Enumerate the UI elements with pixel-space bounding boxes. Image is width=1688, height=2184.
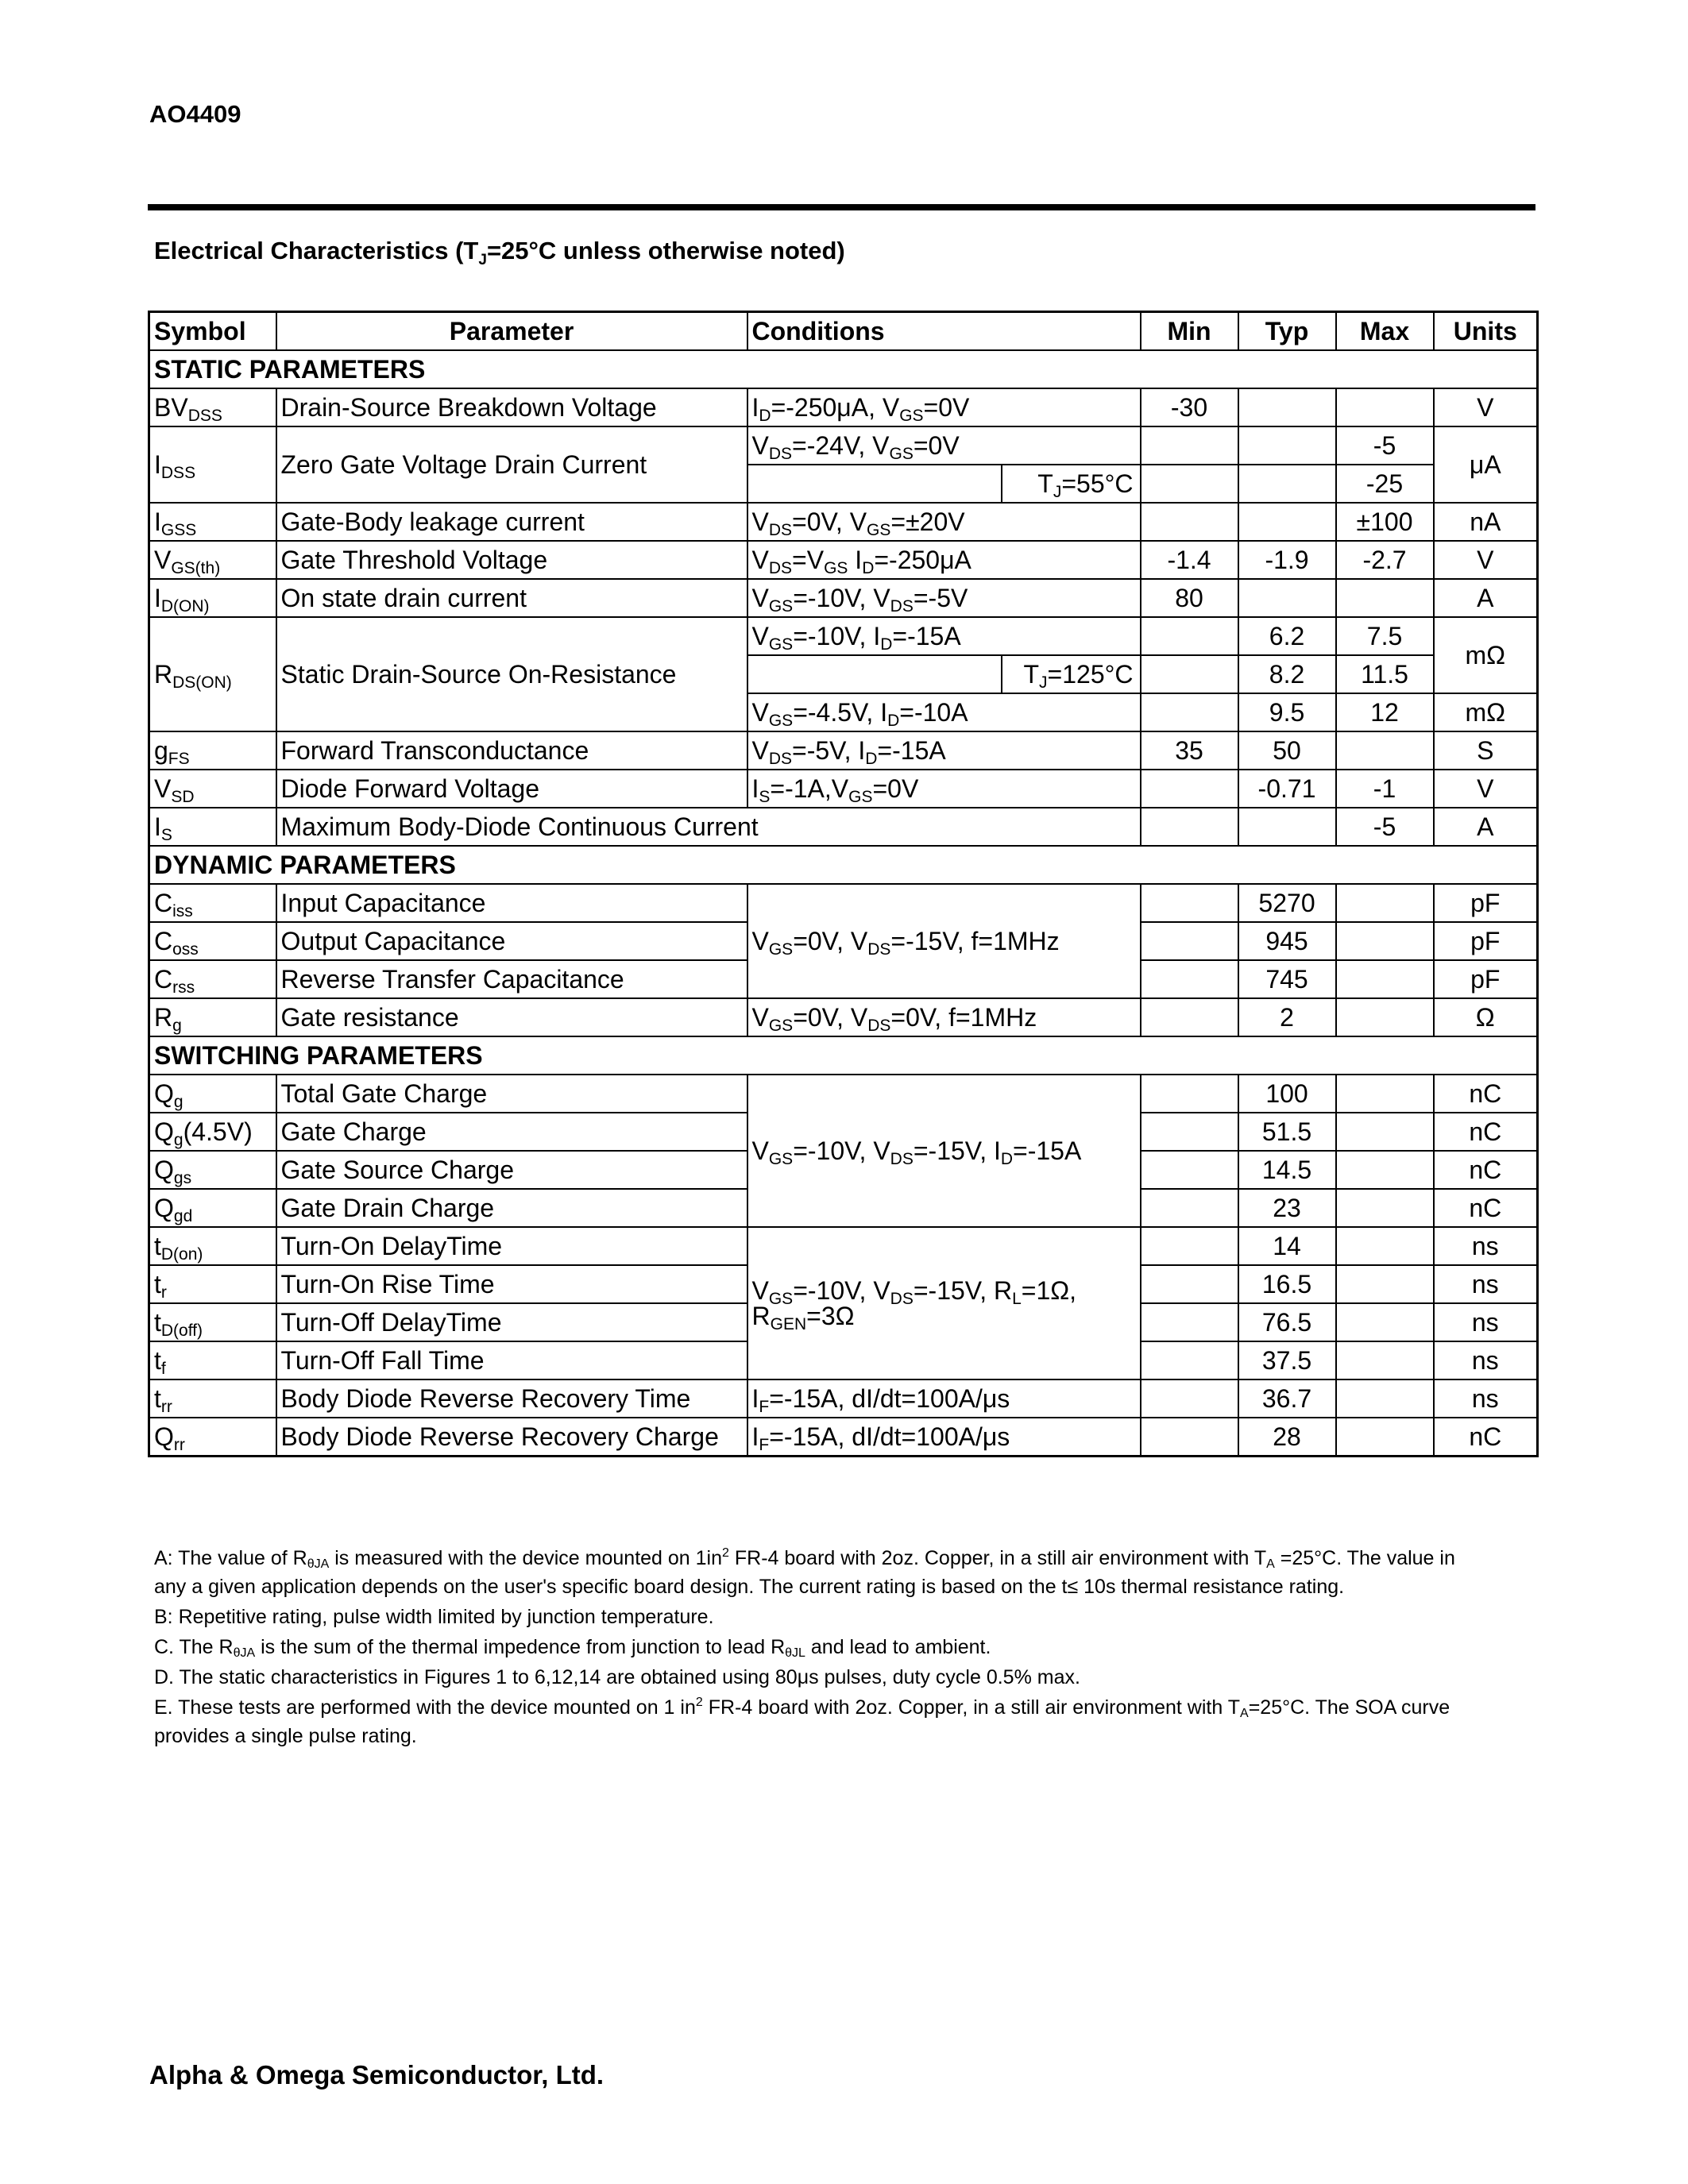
- symbol-gfs: $g_{FS}$: [149, 731, 276, 770]
- min-cell: [1141, 922, 1238, 960]
- typ-cell: 945: [1238, 922, 1336, 960]
- max-cell: 7.5: [1336, 617, 1434, 655]
- part-number: AO4409: [149, 100, 241, 128]
- max-cell: [1336, 1379, 1434, 1418]
- parameter-cell: Zero Gate Voltage Drain Current: [276, 426, 747, 503]
- table-title: Electrical Characteristics ($T_J=25^\circ C$ unless otherwise noted): [154, 237, 845, 269]
- header-units: Units: [1434, 312, 1538, 351]
- section-switching: SWITCHING PARAMETERS: [149, 1036, 1538, 1075]
- min-cell: [1141, 884, 1238, 922]
- max-cell: [1336, 388, 1434, 426]
- max-cell: [1336, 1075, 1434, 1113]
- typ-cell: 23: [1238, 1189, 1336, 1227]
- note-d: D. The static characteristics in Figures 1 to 6,12,14 are obtained using 80μs pulses, duty cycle 0.5% max.: [154, 1666, 1080, 1688]
- min-cell: [1141, 655, 1238, 693]
- units-cell: mΩ: [1434, 693, 1538, 731]
- typ-cell: [1238, 388, 1336, 426]
- units-cell: nA: [1434, 503, 1538, 541]
- units-cell: V: [1434, 770, 1538, 808]
- parameter-cell: Forward Transconductance: [276, 731, 747, 770]
- min-cell: [1141, 998, 1238, 1036]
- min-cell: [1141, 1303, 1238, 1341]
- max-cell: [1336, 1303, 1434, 1341]
- units-cell: Ω: [1434, 998, 1538, 1036]
- min-cell: [1141, 1189, 1238, 1227]
- typ-cell: 36.7: [1238, 1379, 1336, 1418]
- max-cell: [1336, 1189, 1434, 1227]
- symbol-rg: $R_g$: [149, 998, 276, 1036]
- symbol-vsd: $V_{SD}$: [149, 770, 276, 808]
- max-cell: -25: [1336, 465, 1434, 503]
- symbol-rdson: $R_{DS(ON)}$: [149, 617, 276, 731]
- conditions-cell: $I_S=-1A,V_{GS}=0V$: [747, 770, 1141, 808]
- min-cell: [1141, 1151, 1238, 1189]
- header-rule: [148, 204, 1535, 210]
- min-cell: [1141, 1418, 1238, 1457]
- typ-cell: [1238, 465, 1336, 503]
- max-cell: 12: [1336, 693, 1434, 731]
- note-b: B: Repetitive rating, pulse width limited by junction temperature.: [154, 1606, 714, 1628]
- symbol-igss: $I_{GSS}$: [149, 503, 276, 541]
- symbol-idss: $I_{DSS}$: [149, 426, 276, 503]
- min-cell: [1141, 808, 1238, 846]
- parameter-cell: Turn-On Rise Time: [276, 1265, 747, 1303]
- typ-cell: 14.5: [1238, 1151, 1336, 1189]
- typ-cell: 745: [1238, 960, 1336, 998]
- min-cell: [1141, 465, 1238, 503]
- min-cell: [1141, 1113, 1238, 1151]
- min-cell: [1141, 617, 1238, 655]
- conditions-cell: $V_{GS}=-10V$, $I_D=-15A$: [747, 617, 1141, 655]
- symbol-crss: $C_{rss}$: [149, 960, 276, 998]
- units-cell: μA: [1434, 426, 1538, 503]
- parameter-cell: Turn-On DelayTime: [276, 1227, 747, 1265]
- note-e: E. These tests are performed with the device mounted on 1 $in^2$ FR-4 board with 2oz. Copper, in a still air environment with $T_A=25^\circ C$. The SOA curve provides a single pulse rating.: [154, 1696, 1450, 1747]
- symbol-qgd: $Q_{gd}$: [149, 1189, 276, 1227]
- conditions-cell: $V_{GS}=-10V$, $V_{DS}=-15V$, $R_L=1\Omega$, $R_{GEN}=3\Omega$: [747, 1227, 1141, 1379]
- typ-cell: 2: [1238, 998, 1336, 1036]
- typ-cell: [1238, 426, 1336, 465]
- symbol-tdon: $t_{D(on)}$: [149, 1227, 276, 1265]
- max-cell: [1336, 1151, 1434, 1189]
- conditions-cell: $I_D=-250\mu A$, $V_{GS}=0V$: [747, 388, 1141, 426]
- typ-cell: 14: [1238, 1227, 1336, 1265]
- conditions-cell: $V_{DS}=V_{GS}$ $I_D=-250\mu A$: [747, 541, 1141, 579]
- header-typ: Typ: [1238, 312, 1336, 351]
- max-cell: [1336, 998, 1434, 1036]
- typ-cell: 9.5: [1238, 693, 1336, 731]
- parameter-cell: Input Capacitance: [276, 884, 747, 922]
- max-cell: [1336, 731, 1434, 770]
- header-conditions: Conditions: [747, 312, 1141, 351]
- min-cell: [1141, 1227, 1238, 1265]
- symbol-qgs: $Q_{gs}$: [149, 1151, 276, 1189]
- max-cell: [1336, 884, 1434, 922]
- min-cell: [1141, 426, 1238, 465]
- note-a: A: The value of $R_{\theta JA}$ is measured with the device mounted on $1in^2$ FR-4 board with 2oz. Copper, in a still air environment with $T_A =25^\circ C$. The value in any a given application depends on the user's specific board design. The current rating is based on the t≤ 10s thermal resistance rating.: [154, 1546, 1455, 1598]
- max-cell: 11.5: [1336, 655, 1434, 693]
- symbol-bvdss: $BV_{DSS}$: [149, 388, 276, 426]
- header-parameter: Parameter: [276, 312, 747, 351]
- symbol-trr: $t_{rr}$: [149, 1379, 276, 1418]
- min-cell: [1141, 503, 1238, 541]
- max-cell: -5: [1336, 808, 1434, 846]
- units-cell: nC: [1434, 1189, 1538, 1227]
- typ-cell: [1238, 579, 1336, 617]
- parameter-cell: Gate Drain Charge: [276, 1189, 747, 1227]
- max-cell: -1: [1336, 770, 1434, 808]
- typ-cell: 6.2: [1238, 617, 1336, 655]
- symbol-tr: $t_r$: [149, 1265, 276, 1303]
- typ-cell: [1238, 503, 1336, 541]
- min-cell: [1141, 1341, 1238, 1379]
- parameter-cell: Drain-Source Breakdown Voltage: [276, 388, 747, 426]
- symbol-qrr: $Q_{rr}$: [149, 1418, 276, 1457]
- units-cell: S: [1434, 731, 1538, 770]
- header-symbol: Symbol: [149, 312, 276, 351]
- min-cell: -30: [1141, 388, 1238, 426]
- max-cell: [1336, 1227, 1434, 1265]
- typ-cell: 50: [1238, 731, 1336, 770]
- units-cell: A: [1434, 579, 1538, 617]
- max-cell: [1336, 1113, 1434, 1151]
- units-cell: nC: [1434, 1113, 1538, 1151]
- conditions-cell: $V_{GS}=-4.5V$, $I_D=-10A$: [747, 693, 1141, 731]
- units-cell: ns: [1434, 1379, 1538, 1418]
- conditions-cell: $V_{GS}=0V$, $V_{DS}=-15V$, f=1MHz: [747, 884, 1141, 998]
- symbol-qg45: $Q_g(4.5V)$: [149, 1113, 276, 1151]
- units-cell: ns: [1434, 1265, 1538, 1303]
- conditions-cell: $V_{GS}=-10V$, $V_{DS}=-5V$: [747, 579, 1141, 617]
- typ-cell: 51.5: [1238, 1113, 1336, 1151]
- typ-cell: -1.9: [1238, 541, 1336, 579]
- max-cell: -2.7: [1336, 541, 1434, 579]
- typ-cell: 37.5: [1238, 1341, 1336, 1379]
- typ-cell: 5270: [1238, 884, 1336, 922]
- max-cell: [1336, 960, 1434, 998]
- symbol-qg: $Q_g$: [149, 1075, 276, 1113]
- typ-cell: 16.5: [1238, 1265, 1336, 1303]
- parameter-cell: Body Diode Reverse Recovery Charge: [276, 1418, 747, 1457]
- min-cell: [1141, 960, 1238, 998]
- min-cell: [1141, 1075, 1238, 1113]
- symbol-idon: $I_{D(ON)}$: [149, 579, 276, 617]
- symbol-vgsth: $V_{GS(th)}$: [149, 541, 276, 579]
- note-c: C. The $R_{\theta JA}$ is the sum of the thermal impedence from junction to lead $R_{\theta JL}$ and lead to ambient.: [154, 1636, 991, 1660]
- typ-cell: -0.71: [1238, 770, 1336, 808]
- tj-condition: $T_J=55^\circ C$: [1002, 465, 1141, 503]
- conditions-cell: $V_{DS}=-5V$, $I_D=-15A$: [747, 731, 1141, 770]
- parameter-cell: Output Capacitance: [276, 922, 747, 960]
- parameter-cell: On state drain current: [276, 579, 747, 617]
- tj-condition: $T_J=125^\circ C$: [1002, 655, 1141, 693]
- units-cell: pF: [1434, 922, 1538, 960]
- min-cell: [1141, 1379, 1238, 1418]
- conditions-cell: $V_{DS}=-24V$, $V_{GS}=0V$: [747, 426, 1141, 465]
- max-cell: ±100: [1336, 503, 1434, 541]
- parameter-cell: Diode Forward Voltage: [276, 770, 747, 808]
- conditions-blank: [747, 655, 1002, 693]
- units-cell: nC: [1434, 1151, 1538, 1189]
- min-cell: 80: [1141, 579, 1238, 617]
- parameter-cell: Total Gate Charge: [276, 1075, 747, 1113]
- min-cell: [1141, 693, 1238, 731]
- units-cell: V: [1434, 541, 1538, 579]
- typ-cell: 8.2: [1238, 655, 1336, 693]
- max-cell: [1336, 1265, 1434, 1303]
- conditions-cell: $V_{DS}=0V$, $V_{GS}=\pm 20V$: [747, 503, 1141, 541]
- min-cell: -1.4: [1141, 541, 1238, 579]
- conditions-blank: [747, 465, 1002, 503]
- max-cell: [1336, 922, 1434, 960]
- parameter-cell: Body Diode Reverse Recovery Time: [276, 1379, 747, 1418]
- company-name: Alpha & Omega Semiconductor, Ltd.: [149, 2060, 605, 2089]
- symbol-is: $I_S$: [149, 808, 276, 846]
- parameter-cell: Turn-Off DelayTime: [276, 1303, 747, 1341]
- typ-cell: 76.5: [1238, 1303, 1336, 1341]
- units-cell: nC: [1434, 1418, 1538, 1457]
- conditions-cell: $I_F=-15A$, dI/dt=100A/μs: [747, 1379, 1141, 1418]
- symbol-ciss: $C_{iss}$: [149, 884, 276, 922]
- units-cell: ns: [1434, 1341, 1538, 1379]
- typ-cell: 100: [1238, 1075, 1336, 1113]
- typ-cell: [1238, 808, 1336, 846]
- min-cell: [1141, 770, 1238, 808]
- typ-cell: 28: [1238, 1418, 1336, 1457]
- max-cell: [1336, 1418, 1434, 1457]
- units-cell: pF: [1434, 884, 1538, 922]
- parameter-cell: Static Drain-Source On-Resistance: [276, 617, 747, 731]
- max-cell: [1336, 1341, 1434, 1379]
- symbol-coss: $C_{oss}$: [149, 922, 276, 960]
- conditions-cell: $I_F=-15A$, dI/dt=100A/μs: [747, 1418, 1141, 1457]
- conditions-cell: $V_{GS}=0V$, $V_{DS}=0V$, f=1MHz: [747, 998, 1141, 1036]
- parameter-cell: Gate-Body leakage current: [276, 503, 747, 541]
- header-min: Min: [1141, 312, 1238, 351]
- max-cell: [1336, 579, 1434, 617]
- parameter-cell: Gate Charge: [276, 1113, 747, 1151]
- section-static: STATIC PARAMETERS: [149, 350, 1538, 388]
- symbol-tdoff: $t_{D(off)}$: [149, 1303, 276, 1341]
- units-cell: pF: [1434, 960, 1538, 998]
- conditions-cell: $V_{GS}=-10V$, $V_{DS}=-15V$, $I_D=-15A$: [747, 1075, 1141, 1227]
- parameter-cell: Gate Threshold Voltage: [276, 541, 747, 579]
- units-cell: ns: [1434, 1303, 1538, 1341]
- parameter-cell: Turn-Off Fall Time: [276, 1341, 747, 1379]
- parameter-cell: Reverse Transfer Capacitance: [276, 960, 747, 998]
- parameter-cell: Maximum Body-Diode Continuous Current: [276, 808, 1141, 846]
- min-cell: 35: [1141, 731, 1238, 770]
- parameter-cell: Gate Source Charge: [276, 1151, 747, 1189]
- units-cell: V: [1434, 388, 1538, 426]
- header-max: Max: [1336, 312, 1434, 351]
- min-cell: [1141, 1265, 1238, 1303]
- footnotes: [154, 1544, 1489, 1752]
- units-cell: A: [1434, 808, 1538, 846]
- parameter-cell: Gate resistance: [276, 998, 747, 1036]
- section-dynamic: DYNAMIC PARAMETERS: [149, 846, 1538, 884]
- symbol-tf: $t_f$: [149, 1341, 276, 1379]
- units-cell: mΩ: [1434, 617, 1538, 693]
- max-cell: -5: [1336, 426, 1434, 465]
- units-cell: ns: [1434, 1227, 1538, 1265]
- units-cell: nC: [1434, 1075, 1538, 1113]
- electrical-characteristics-table: [148, 311, 1539, 1457]
